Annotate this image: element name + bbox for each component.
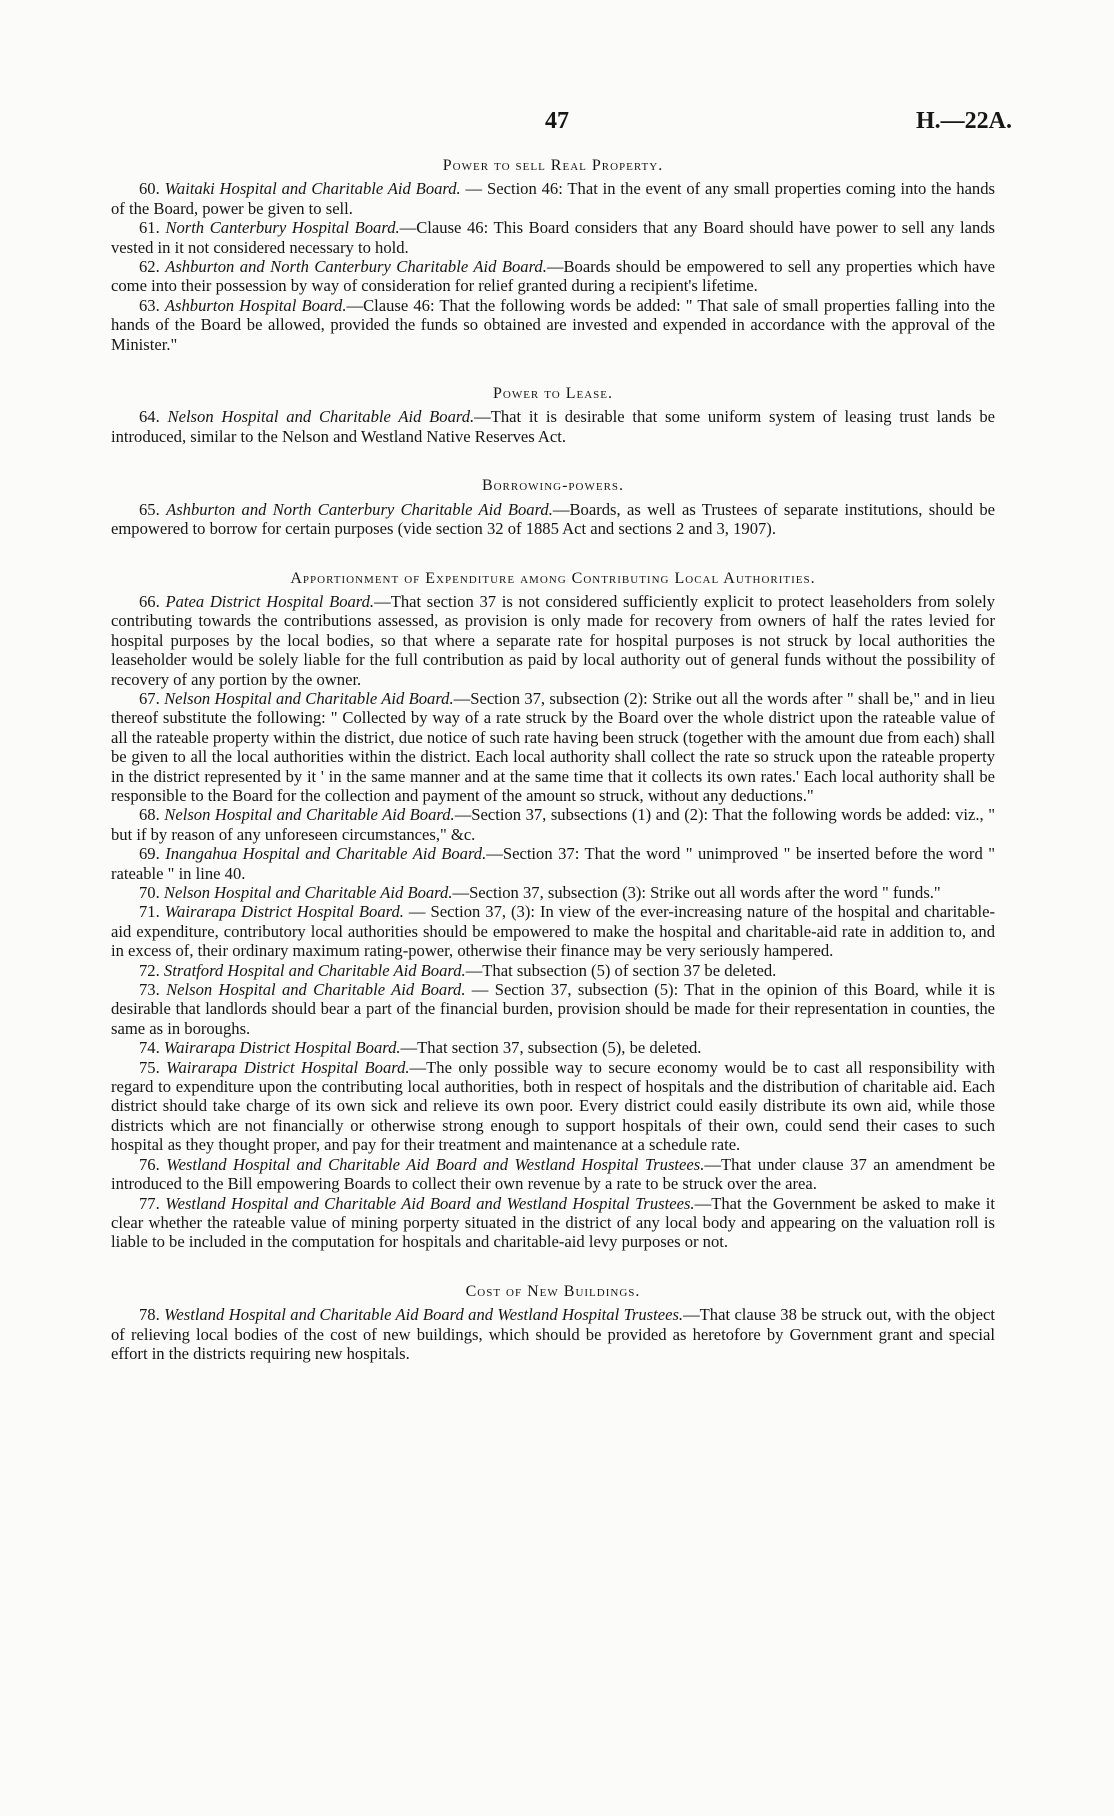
paragraph	[111, 218, 995, 257]
board-name: Patea District Hospital Board.	[165, 591, 375, 611]
paragraph	[111, 1038, 995, 1057]
paragraph-text: — Section 37, (3): In view of the ever-increasing nature of the hospital and charitable-aid expenditure, contributory local authorities should be empowered to make the hospital and charitable-aid rate in addition to, and in excess of, their ordinary maximum rating-power, otherwise their finance may be very seriously hampered.	[111, 902, 996, 961]
board-name: Nelson Hospital and Charitable Aid Board.	[164, 688, 454, 708]
paragraph	[111, 883, 995, 902]
paragraph-number: 74.	[139, 1038, 160, 1058]
paragraph-number: 67.	[139, 688, 160, 708]
board-name: Stratford Hospital and Charitable Aid Board.	[163, 960, 466, 980]
paragraph-text: —Boards should be empowered to sell any properties which have come into their possession by way of consideration for relief granted during a recipient's lifetime.	[111, 257, 995, 296]
paragraph	[111, 296, 995, 354]
paragraph-number: 71.	[139, 902, 160, 922]
section-heading: Power to Lease.	[492, 385, 614, 403]
board-name: Westland Hospital and Charitable Aid Board and Westland Hospital Trustees.	[164, 1305, 684, 1325]
paragraph	[111, 1155, 995, 1194]
paragraph-text: — Section 46: That in the event of any small properties coming into the hands of the Board, power be given to sell.	[111, 179, 995, 218]
paragraph	[111, 805, 995, 844]
section	[111, 384, 995, 446]
paragraph	[111, 980, 995, 1038]
paragraph-number: 66.	[139, 591, 160, 611]
paragraph-text: —Clause 46: That the following words be added: " That sale of small properties falling into the hands of the Board be allowed, provided the funds so obtained are invested and expended in accordance with the approval of the Minister."	[111, 295, 996, 354]
paragraph-text: —That subsection (5) of section 37 be deleted.	[465, 960, 777, 980]
paragraph	[111, 257, 995, 296]
board-name: Inangahua Hospital and Charitable Aid Board.	[165, 844, 487, 864]
section	[111, 1282, 995, 1364]
paragraph	[111, 592, 995, 689]
paragraph-text: — Section 37, subsection (5): That in the opinion of this Board, while it is desirable that landlords should bear a part of the financial burden, provision should be made for their representation in counties, the same as in boroughs.	[111, 980, 996, 1038]
paragraph	[111, 1194, 995, 1252]
board-name: Nelson Hospital and Charitable Aid Board.	[164, 805, 455, 825]
page-number: 47	[545, 108, 569, 134]
paragraph	[111, 407, 995, 446]
section-heading: Power to sell Real Property.	[442, 157, 664, 174]
board-name: Westland Hospital and Charitable Aid Board and Westland Hospital Trustees.	[165, 1193, 695, 1213]
paragraph-number: 72.	[139, 960, 160, 980]
paragraph-number: 65.	[139, 499, 160, 519]
paragraph-text: —That section 37 is not considered sufficiently explicit to protect leaseholders from solely contributing towards the contributions assessed, as provision is only made for recovery from owners of half the rates levied for hospital purposes by the local bodies, so that where a separate rate for hospital purposes is not struck by local authorities the leaseholder would be solely liable for the full contribution as paid by local authority out of general funds without the possibility of recovery of any portion by the owner.	[111, 591, 995, 689]
board-name: Nelson Hospital and Charitable Aid Board.	[163, 883, 453, 902]
paragraph-number: 76.	[139, 1154, 160, 1174]
paragraph-number: 68.	[139, 805, 160, 825]
paragraph-number: 70.	[139, 883, 160, 902]
paragraph	[111, 844, 995, 883]
paragraph-text: —The only possible way to secure economy would be to cast all responsibility with regard to expenditure upon the contributing local authorities, both in respect of hospitals and the distribution of charitable aid. Each district should take charge of its own sick and relieve its own poor. Every district could easily distribute its own aid, while those districts which are not financially or otherwise strong enough to support hospitals of their own, could send their cases to such hospital as they thought proper, and pay for their treatment and maintenance at a schedule rate.	[111, 1057, 996, 1155]
paragraph	[111, 902, 995, 960]
board-name: Ashburton Hospital Board.	[164, 295, 347, 315]
paragraph-text: —That the Government be asked to make it clear whether the rateable value of mining porperty situated in the district of any local body and appearing on the valuation roll is liable to be included in the computation for hospitals and charitable-aid levy purposes or not.	[111, 1193, 996, 1252]
paragraph-number: 75.	[139, 1057, 160, 1077]
board-name: Nelson Hospital and Charitable Aid Board.	[167, 407, 475, 427]
paragraph-number: 73.	[139, 980, 160, 1000]
board-name: Wairarapa District Hospital Board.	[166, 1057, 410, 1077]
board-name: Westland Hospital and Charitable Aid Board and Westland Hospital Trustees.	[166, 1154, 705, 1174]
paragraph-number: 77.	[139, 1193, 160, 1213]
document-body	[111, 156, 995, 1393]
paragraph-number: 62.	[139, 257, 160, 277]
paper-reference: H.—22A.	[916, 108, 1012, 134]
section-heading: Cost of New Buildings.	[465, 1282, 641, 1300]
board-name: Ashburton and North Canterbury Charitable Aid Board.	[165, 257, 547, 277]
section-heading: Apportionment of Expenditure among Contributing Local Authorities.	[290, 569, 816, 587]
board-name: Wairarapa District Hospital Board.	[163, 1038, 401, 1058]
paragraph-text: —Section 37, subsections (1) and (2): That the following words be added: viz., " but if by reason of any unforeseen circumstances," &c.	[111, 805, 995, 844]
board-name: Wairarapa District Hospital Board.	[164, 902, 404, 922]
section-heading: Borrowing-powers.	[481, 477, 625, 495]
paragraph-text: —Section 37, subsection (2): Strike out all the words after " shall be," and in lieu thereof substitute the following: " Collected by way of a rate struck by the Board over the whole district upon the rateable value of all the rateable property within the district, due notice of such rate having been struck (together with the amount due from each) shall be given to all the local authorities within the district. Each local authority shall collect the rate so struck upon the rateable property in the district represented by it ' in the same manner and at the same time that it collects its own rates.' Each local authority shall be responsible to the Board for the collection and payment of the amount so struck, without any deductions."	[111, 688, 995, 805]
page-header	[0, 108, 1114, 138]
board-name: North Canterbury Hospital Board.	[165, 218, 400, 238]
paragraph-number: 69.	[139, 844, 160, 864]
paragraph	[111, 179, 995, 218]
paragraph-number: 64.	[139, 407, 160, 427]
paragraph-number: 61.	[139, 218, 160, 238]
paragraph-number: 78.	[139, 1305, 160, 1325]
paragraph-text: —That section 37, subsection (5), be deleted.	[400, 1038, 702, 1058]
paragraph-text: —Boards, as well as Trustees of separate institutions, should be empowered to borrow for certain purposes (vide section 32 of 1885 Act and sections 2 and 3, 1907).	[111, 499, 995, 539]
paragraph-text: —That under clause 37 an amendment be introduced to the Bill empowering Boards to collect their own revenue by a rate to be struck over the area.	[111, 1154, 995, 1194]
board-name: Ashburton and North Canterbury Charitable Aid Board.	[166, 499, 553, 519]
board-name: Waitaki Hospital and Charitable Aid Board.	[164, 179, 461, 199]
paragraph-text: —Section 37: That the word " unimproved " be inserted before the word " rateable " in line 40.	[111, 844, 995, 883]
paragraph	[111, 1058, 995, 1155]
paragraph	[111, 500, 995, 539]
paragraph	[111, 689, 995, 805]
paragraph-number: 63.	[139, 295, 160, 315]
section	[111, 569, 995, 1252]
section	[111, 476, 995, 538]
section	[111, 156, 995, 354]
paragraph-text: —Section 37, subsection (3): Strike out all words after the word " funds."	[452, 883, 941, 902]
paragraph-number: 60.	[139, 179, 160, 199]
paragraph	[111, 1305, 995, 1363]
paragraph	[111, 961, 995, 980]
paragraph-text: —That clause 38 be struck out, with the object of relieving local bodies of the cost of new buildings, which should be provided as heretofore by Government grant and special effort in the districts requiring new hospitals.	[111, 1305, 995, 1363]
paragraph-text: —Clause 46: This Board considers that any Board should have power to sell any lands vested in it not considered necessary to hold.	[111, 218, 995, 257]
paragraph-text: —That it is desirable that some uniform system of leasing trust lands be introduced, similar to the Nelson and Westland Native Reserves Act.	[111, 407, 995, 446]
board-name: Nelson Hospital and Charitable Aid Board.	[166, 980, 466, 1000]
